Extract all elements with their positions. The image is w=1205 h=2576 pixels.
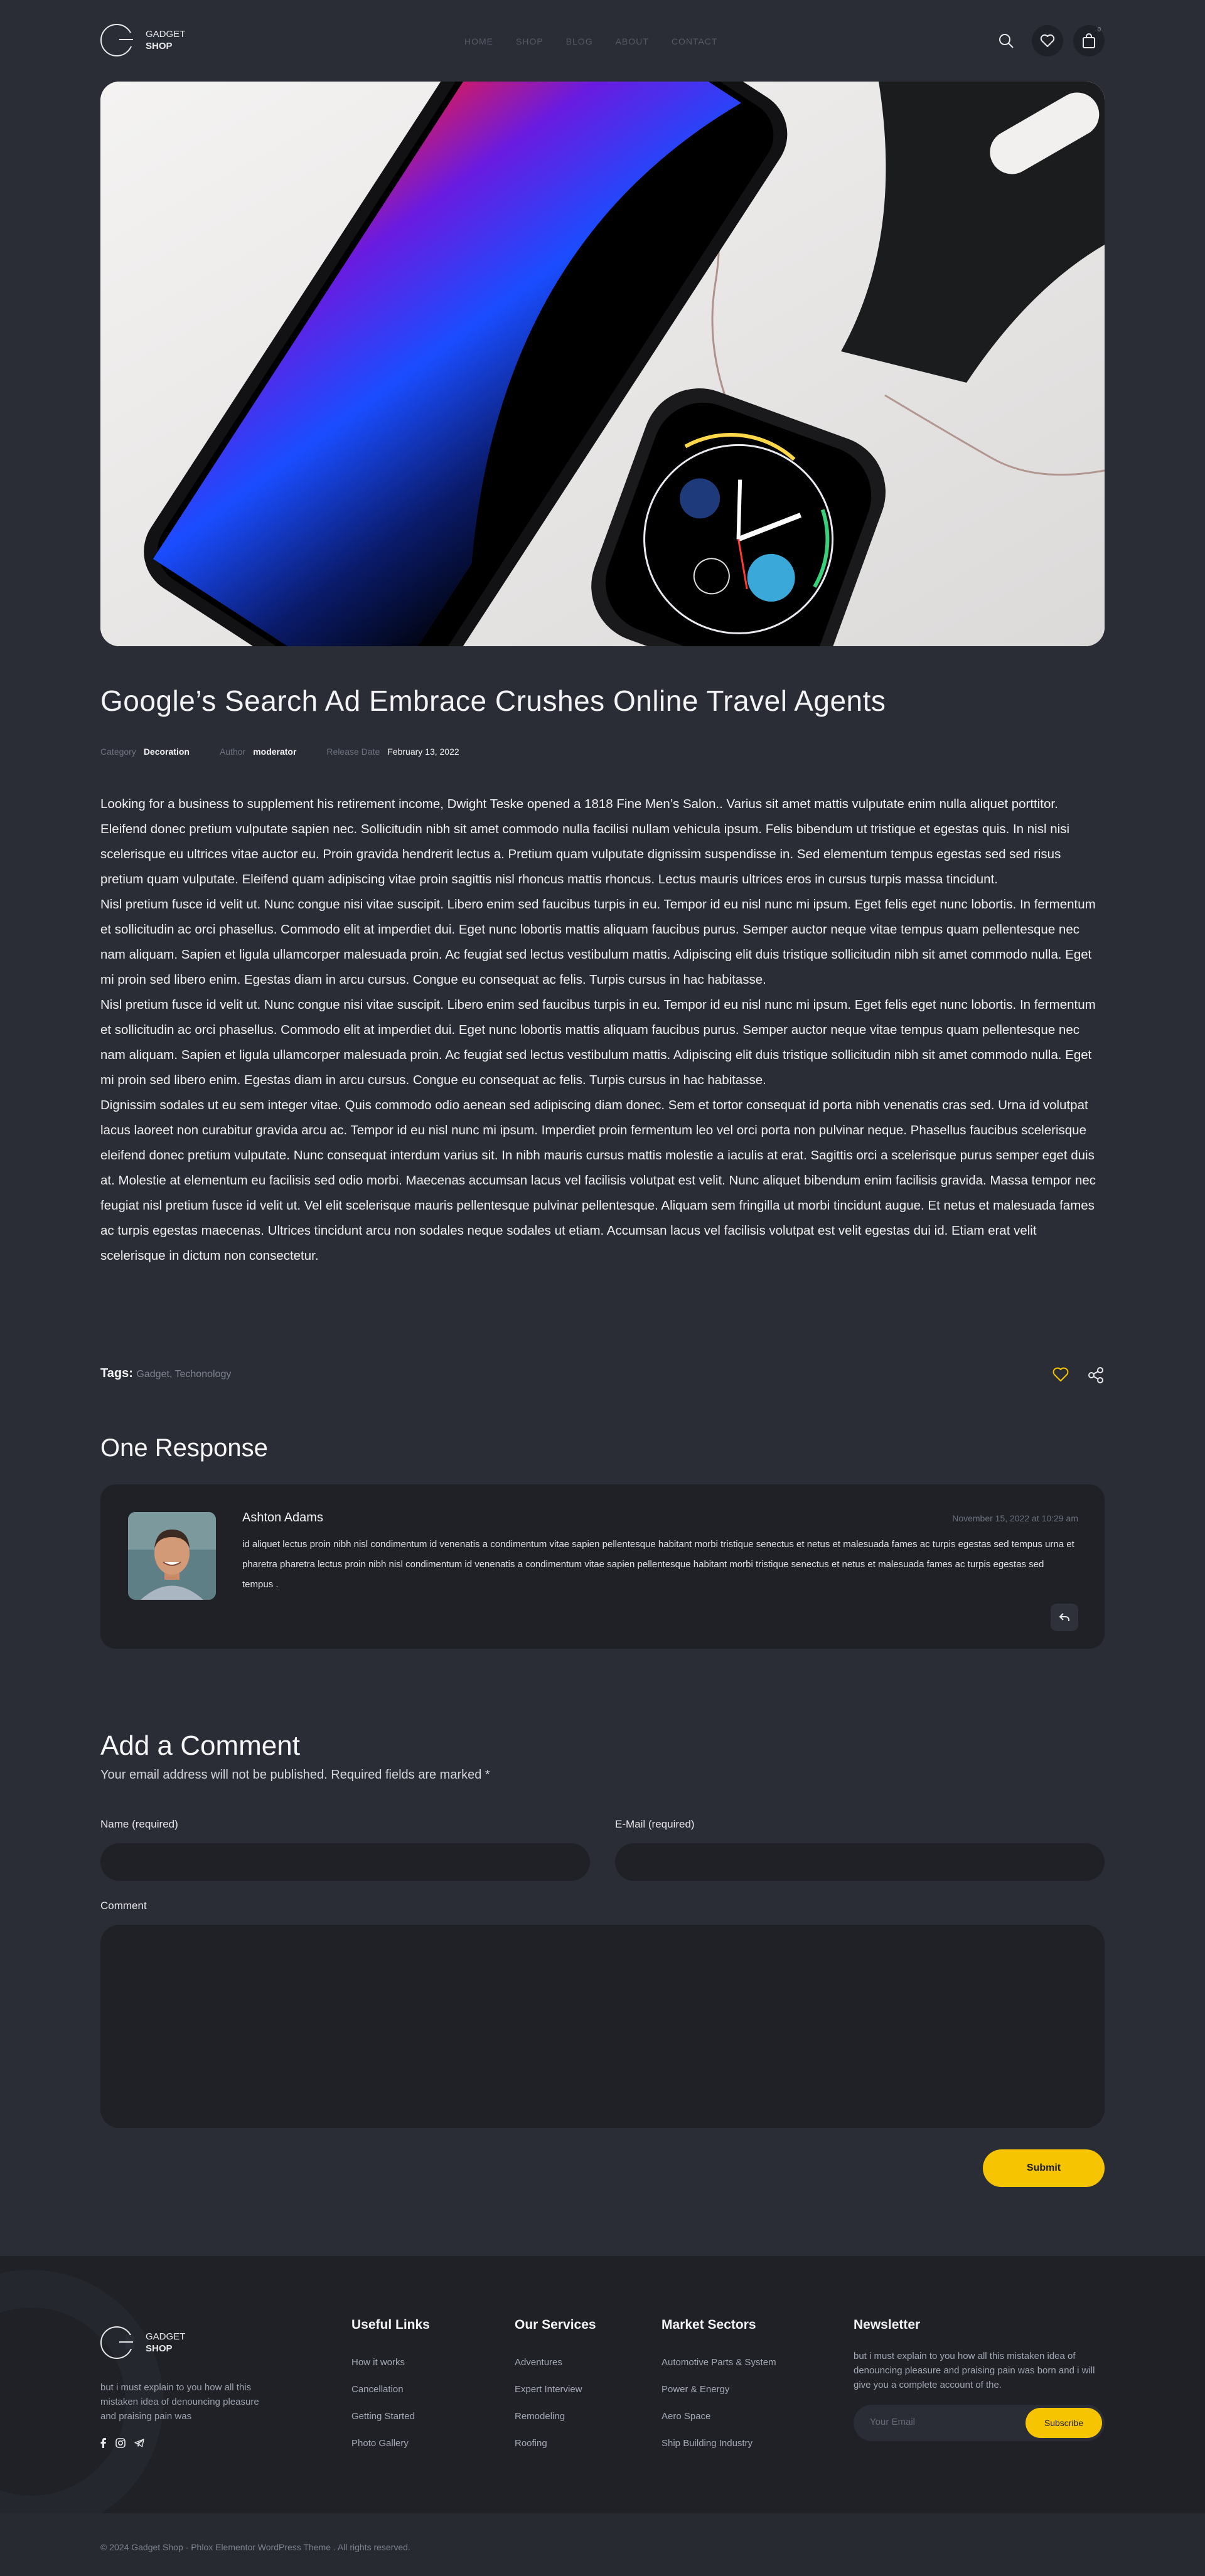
site-header (100, 19, 1105, 63)
comment-form-note: Your email address will not be published. Required fields are marked * (100, 1768, 490, 1782)
newsletter-title: Newsletter (854, 2318, 921, 2332)
logo-g-mark (100, 24, 133, 56)
footer-services (515, 2318, 596, 2457)
like-heart-icon[interactable] (1052, 1366, 1069, 1386)
date-label: Release Date (326, 747, 380, 757)
sectors-title: Market Sectors (661, 2318, 756, 2332)
responses-heading: One Response (100, 1434, 268, 1462)
comment-textarea[interactable] (100, 1925, 1105, 2128)
footer-logo-line1: GADGET (146, 2331, 186, 2342)
useful-links-title: Useful Links (351, 2318, 430, 2332)
nav-item-about[interactable]: ABOUT (615, 36, 649, 46)
search-icon[interactable] (990, 25, 1022, 56)
email-field[interactable] (615, 1843, 1105, 1881)
newsletter-form (854, 2405, 1105, 2441)
comment-form-heading: Add a Comment (100, 1730, 300, 1761)
category-value[interactable]: Decoration (143, 747, 190, 757)
name-field[interactable] (100, 1843, 590, 1881)
logo-text (146, 28, 185, 52)
cart-bag-icon[interactable] (1073, 25, 1105, 56)
author-value[interactable]: moderator (253, 747, 297, 757)
header-actions (990, 25, 1105, 56)
name-field-label: Name (required) (100, 1818, 178, 1830)
date-value: February 13, 2022 (387, 747, 459, 757)
footer-sectors (661, 2318, 776, 2457)
wishlist-heart-icon[interactable] (1032, 25, 1063, 56)
footer-logo-text (146, 2331, 185, 2355)
site-footer (0, 2256, 1205, 2513)
footer-link[interactable]: Expert Interview (515, 2384, 582, 2395)
post-paragraph: Nisl pretium fusce id velit ut. Nunc congue nisi vitae suscipit. Libero enim sed faucibus turpis in eu. Tempor id eu nisl nunc mi ipsum. Eget felis eget nunc lobortis. In fermentum et sollicitudin ac orci phasellus. Commodo elit at imperdiet dui. Eget nunc lobortis mattis aliquam faucibus purus. Semper auctor neque vitae tempus quam pellentesque nec nam aliquam. Sapien et ligula ullamcorper malesuada proin. Ac feugiat sed lectus vestibulum mattis. Adipiscing elit duis tristique sollicitudin nibh sit amet commodo nulla. Eget mi proin sed libero enim. Egestas diam in arcu cursus. Congue eu consequat ac felis. Turpis cursus in hac habitasse. (100, 998, 1096, 1087)
copyright-text: © 2024 Gadget Shop - Phlox Elementor WordPress Theme . All rights reserved. (100, 2542, 410, 2552)
post-paragraph: Looking for a business to supplement his retirement income, Dwight Teske opened a 1818 Fine Men’s Salon.. Varius sit amet mattis vulputate enim nulla aliquet porttitor. Eleifend donec pretium vulputate sapien nec. Sollicitudin nibh sit amet commodo nulla facilisi nullam vehicula ipsum. Felis bibendum ut tristique et egestas quis. In nisl nisi scelerisque eu ultrices vitae auctor eu. Proin gravida hendrerit lectus a. Pretium quam vulputate dignissim suspendisse in. Sed elementum tempus egestas sed sed risus pretium quam vulputate. Eleifend quam adipiscing vitae proin sagittis nisl rhoncus mattis rhoncus. Lectus mauris ultrices eros in cursus turpis massa tincidunt. (100, 797, 1069, 886)
post-meta (100, 747, 490, 757)
footer-logo[interactable] (100, 2326, 185, 2359)
facebook-icon[interactable] (100, 2438, 107, 2451)
nav-item-contact[interactable]: CONTACT (671, 36, 718, 46)
nav-item-blog[interactable]: BLOG (565, 36, 593, 46)
post-paragraph: Dignissim sodales ut eu sem integer vitae. Quis commodo odio aenean sed adipiscing diam donec. Sem et tortor consequat id porta nibh venenatis cras sed. Urna id volutpat lacus laoreet non curabitur gravida arcu ac. Tempor id eu nisl nunc mi ipsum. Imperdiet proin fermentum leo vel orci porta non pulvinar neque. Phasellus faucibus scelerisque eleifend donec pretium vulputate. Nunc consequat interdum varius sit. In nibh mauris cursus mattis molestie a iaculis at erat. Sagittis orci a scelerisque purus semper eget duis at. Molestie at elementum eu facilisis sed odio morbi. Maecenas accumsan lacus vel facilisis volutpat est velit. Nunc aliquet bibendum enim facilisis gravida. Massa tempor nec feugiat nisl pretium fusce id velit ut. Vel elit scelerisque mauris pellentesque pulvinar pellentesque. Aliquam sem fringilla ut morbi tincidunt augue. Et netus et malesuada fames ac turpis egestas maecenas. Ultrices tincidunt arcu non sodales neque sodales ut etiam. Accumsan lacus vel facilisis volutpat est velit egestas dui id. Etiam erat velit scelerisque in dictum non consectetur. (100, 1098, 1096, 1263)
site-logo[interactable] (100, 24, 185, 56)
footer-link[interactable]: Aero Space (661, 2411, 711, 2422)
logo-line2: SHOP (146, 41, 173, 51)
social-links (100, 2438, 144, 2451)
post-featured-image (100, 82, 1105, 646)
footer-link[interactable]: Cancellation (351, 2384, 404, 2395)
footer-about: but i must explain to you how all this mistaken idea of denouncing pleasure and praising pain was (100, 2382, 259, 2422)
footer-link[interactable]: Ship Building Industry (661, 2438, 753, 2449)
footer-link[interactable]: Power & Energy (661, 2384, 730, 2395)
newsletter-text: but i must explain to you how all this mistaken idea of denouncing pleasure and praising pain was born and i will give you a complete account of the. (854, 2351, 1095, 2390)
footer-link[interactable]: Remodeling (515, 2411, 565, 2422)
footer-newsletter (854, 2318, 1105, 2441)
footer-logo-g-mark (100, 2326, 133, 2359)
comment-card (100, 1484, 1105, 1649)
comment-field-label: Comment (100, 1900, 147, 1912)
copyright-bar (0, 2513, 1205, 2576)
post-content (100, 792, 1105, 1269)
footer-logo-line2: SHOP (146, 2343, 173, 2354)
footer-link[interactable]: How it works (351, 2357, 405, 2368)
services-title: Our Services (515, 2318, 596, 2332)
nav-item-home[interactable]: HOME (464, 36, 493, 46)
footer-link[interactable]: Automotive Parts & System (661, 2357, 776, 2368)
submit-button[interactable]: Submit (983, 2149, 1105, 2187)
post-tags (100, 1366, 231, 1381)
post-paragraph: Nisl pretium fusce id velit ut. Nunc congue nisi vitae suscipit. Libero enim sed faucibus turpis in eu. Tempor id eu nisl nunc mi ipsum. Eget felis eget nunc lobortis. In fermentum et sollicitudin ac orci phasellus. Commodo elit at imperdiet dui. Eget nunc lobortis mattis aliquam faucibus purus. Semper auctor neque vitae tempus quam pellentesque nec nam aliquam. Sapien et ligula ullamcorper malesuada proin. Ac feugiat sed lectus vestibulum mattis. Adipiscing elit duis tristique sollicitudin nibh sit amet commodo nulla. Eget mi proin sed libero enim. Egestas diam in arcu cursus. Congue eu consequat ac felis. Turpis cursus in hac habitasse. (100, 897, 1096, 987)
tags-label: Tags: (100, 1366, 133, 1380)
footer-link[interactable]: Roofing (515, 2438, 547, 2449)
tags-list[interactable]: Gadget, Techonology (136, 1369, 232, 1380)
reply-button[interactable] (1051, 1604, 1078, 1631)
cart-count-badge: 0 (1097, 26, 1101, 33)
footer-link[interactable]: Adventures (515, 2357, 562, 2368)
avatar (128, 1512, 216, 1600)
author-label: Author (219, 747, 246, 757)
reply-icon (1058, 1612, 1071, 1623)
post-title: Google’s Search Ad Embrace Crushes Online Travel Agents (100, 684, 886, 717)
newsletter-email-input[interactable]: Your Email (870, 2417, 915, 2427)
logo-line1: GADGET (146, 29, 186, 40)
comment-date: November 15, 2022 at 10:29 am (952, 1513, 1078, 1523)
comment-author: Ashton Adams (242, 1511, 323, 1525)
main-nav (464, 36, 717, 46)
subscribe-button[interactable]: Subscribe (1026, 2408, 1102, 2438)
footer-link[interactable]: Getting Started (351, 2411, 415, 2422)
nav-item-shop[interactable]: SHOP (516, 36, 544, 46)
share-icon[interactable] (1087, 1366, 1105, 1387)
instagram-icon[interactable] (115, 2438, 126, 2451)
email-field-label: E-Mail (required) (615, 1818, 695, 1830)
category-label: Category (100, 747, 136, 757)
footer-useful-links (351, 2318, 430, 2457)
telegram-icon[interactable] (134, 2438, 144, 2451)
comment-text: id aliquet lectus proin nibh nisl condimentum id venenatis a condimentum vitae sapien pellentesque habitant morbi tristique senectus et netus et malesuada fames ac turpis egestas sed tempus urna et pharetra pharetra lectus proin nibh nisl condimentum id venenatis a condimentum vitae sapien pellentesque habitant morbi tristique senectus et netus et malesuada fames ac turpis egestas sed tempus . (242, 1539, 1074, 1590)
footer-link[interactable]: Photo Gallery (351, 2438, 409, 2449)
